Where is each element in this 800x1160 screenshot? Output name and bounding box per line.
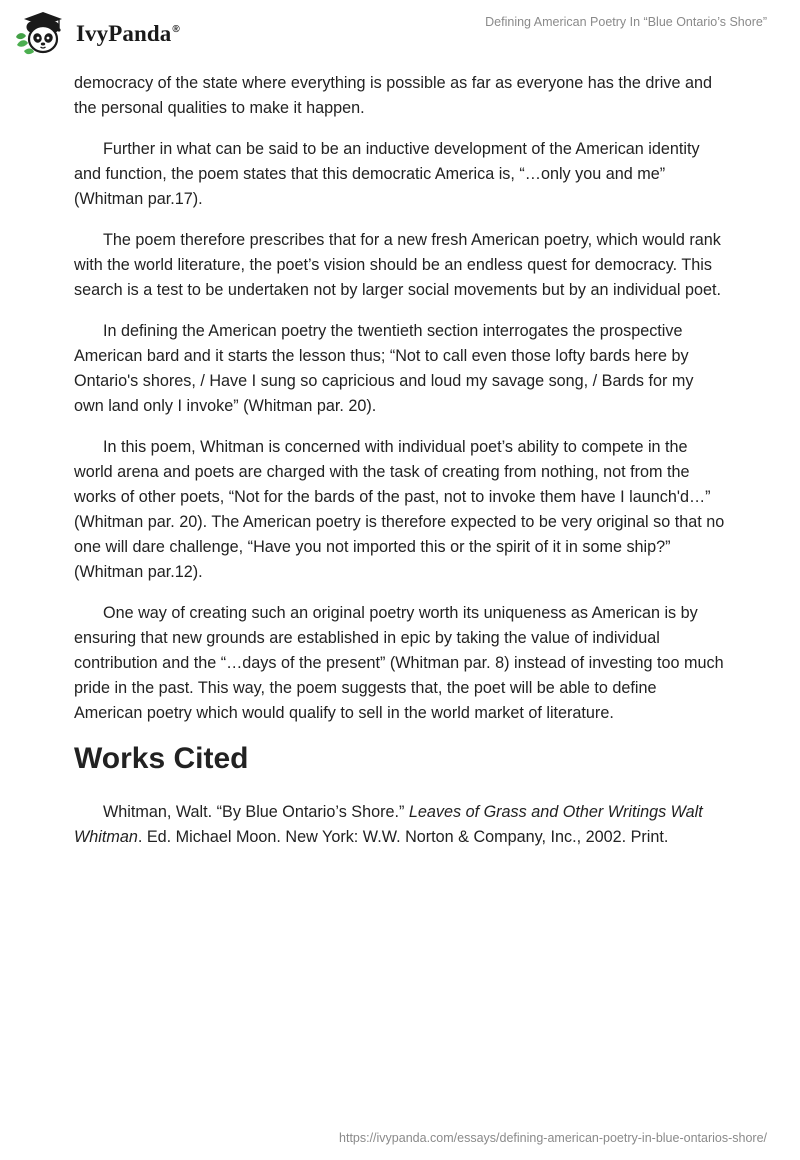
paragraph: One way of creating such an original poetry worth its uniqueness as American is by ensuring that new grounds are established in epic by taking the value of individual contribution and the “…days of the present” (Whitman par. 8) instead of investing too much pride in the past. This way, the poem suggests that, the poet will be able to define American poetry which would qualify to sell in the world market of literature. bbox=[74, 604, 724, 722]
paragraph-continued: democracy of the state where everything is possible as far as everyone has the drive and the personal qualities to make it happen. bbox=[74, 74, 712, 117]
citation-book-title: Leaves of Grass and Other Writings Walt Whitman bbox=[74, 803, 703, 846]
document-title: Defining American Poetry In “Blue Ontario’s Shore” bbox=[485, 15, 767, 29]
citation-entry bbox=[74, 800, 726, 850]
essay-body bbox=[74, 71, 726, 850]
logo-wordmark: IvyPanda® bbox=[76, 21, 180, 46]
paragraph: Further in what can be said to be an inductive development of the American identity and function, the poem states that this democratic America is, “…only you and me” (Whitman par.17). bbox=[74, 140, 700, 208]
page-header bbox=[0, 0, 800, 70]
paragraph: In this poem, Whitman is concerned with individual poet’s ability to compete in the world arena and poets are charged with the task of creating from nothing, not from the works of other poets, “Not for the bards of the past, not to invoke them have I launch'd…” (Whitman par. 20). The American poetry is therefore expected to be very original so that no one will dare challenge, “Have you not imported this or the spirit of it in some ship?” (Whitman par.12). bbox=[74, 438, 725, 581]
panda-graduation-cap-icon bbox=[14, 9, 70, 57]
works-cited-heading: Works Cited bbox=[74, 742, 249, 775]
citation-publication: . Ed. Michael Moon. New York: W.W. Norton & Company, Inc., 2002. Print. bbox=[137, 828, 669, 846]
paragraph: In defining the American poetry the twentieth section interrogates the prospective American bard and it starts the lesson thus; “Not to call even those lofty bards here by Ontario's shores, / Have I sung so capricious and loud my savage song, / Bards for my own land only I invoke” (Whitman par. 20). bbox=[74, 322, 694, 415]
citation-author-title: Whitman, Walt. “By Blue Ontario’s Shore.” bbox=[103, 803, 409, 821]
ivypanda-logo[interactable] bbox=[14, 9, 180, 57]
source-url-link[interactable]: https://ivypanda.com/essays/defining-american-poetry-in-blue-ontarios-shore/ bbox=[339, 1131, 767, 1145]
registered-mark: ® bbox=[172, 24, 180, 36]
paragraph: The poem therefore prescribes that for a new fresh American poetry, which would rank with the world literature, the poet’s vision should be an endless quest for democracy. This search is a test to be undertaken not by larger social movements but by an individual poet. bbox=[74, 231, 721, 299]
